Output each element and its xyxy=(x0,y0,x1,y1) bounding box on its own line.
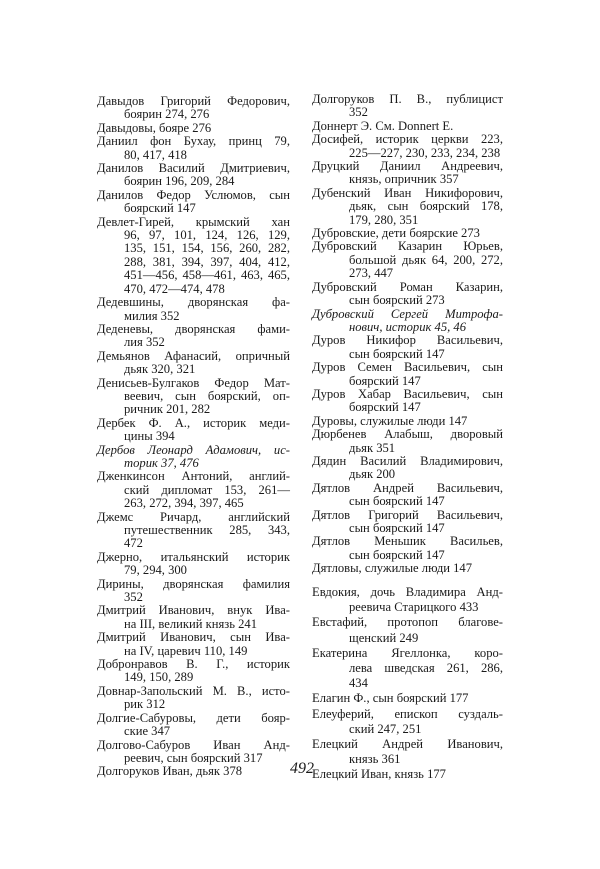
index-entry xyxy=(97,162,290,189)
index-entry-line: на IV, царевич 110, 149 xyxy=(124,643,248,658)
index-entry-line: реевич, сын боярский 317 xyxy=(124,750,263,765)
index-entry xyxy=(97,604,290,631)
index-entry xyxy=(312,737,503,767)
index-entry-line: 79, 294, 300 xyxy=(124,563,187,578)
index-entry xyxy=(312,428,503,455)
index-entry xyxy=(97,685,290,712)
index-entry xyxy=(312,308,503,335)
index-entry xyxy=(312,334,503,361)
index-entry-line: 225—227, 230, 233, 234, 238 xyxy=(349,145,501,160)
index-entry-line: ские 347 xyxy=(124,724,171,739)
index-entry xyxy=(97,712,290,739)
index-entry-line: сын боярский 147 xyxy=(349,346,445,361)
index-entry xyxy=(312,562,503,575)
index-entry-line: Друцкий Даниил Андреевич, xyxy=(312,159,503,174)
index-entry-line: сын боярский 147 xyxy=(349,521,445,535)
index-entry xyxy=(312,691,503,706)
index-entry-line: Даниил фон Бухау, принц 79, xyxy=(97,134,290,149)
index-entry-line: Дербов Леонард Адамович, ис- xyxy=(97,442,290,457)
index-entry-line: Дубровский Сергей Митрофа- xyxy=(312,306,503,321)
index-entry-line: Дубровский Роман Казарин, xyxy=(312,279,503,294)
index-entry-line: Дербек Ф. А., историк меди- xyxy=(97,415,290,430)
index-entry-line: 352 xyxy=(349,105,368,120)
index-entry-line: лия 352 xyxy=(124,335,165,350)
index-entry-line: ский дипломат 153, 261— xyxy=(124,482,290,497)
index-entry-line: Долгие-Сабуровы, дети бояр- xyxy=(97,710,290,725)
index-entry-line: Давыдов Григорий Федорович, xyxy=(97,94,290,108)
index-entry-line: 273, 447 xyxy=(349,266,394,281)
index-entry-line: Елагин Ф., сын боярский 177 xyxy=(312,691,469,706)
index-entry-line: Дюрбенев Алабыш, дворовый xyxy=(312,427,503,442)
index-entry-line: Дмитрий Иванович, сын Ива- xyxy=(97,630,290,645)
index-entry xyxy=(312,482,503,509)
index-entry xyxy=(97,739,290,766)
index-entry xyxy=(312,415,503,428)
index-entry xyxy=(97,377,290,417)
index-entry-line: Елецкий Иван, князь 177 xyxy=(312,767,446,782)
index-entry-line: Дубровский Казарин Юрьев, xyxy=(312,239,503,254)
index-entry-line: сын боярский 147 xyxy=(349,494,445,509)
index-entry-line: Джерно, итальянский историк xyxy=(97,549,290,564)
index-entry-line: Долгоруков П. В., публицист xyxy=(312,92,503,106)
index-entry-line: реевича Старицкого 433 xyxy=(349,600,479,615)
index-entry-line: Дуровы, служилые люди 147 xyxy=(312,413,468,428)
index-entry xyxy=(97,296,290,323)
index-entry-line: Екатерина Ягеллонка, коро- xyxy=(312,645,503,660)
index-entry xyxy=(97,350,290,377)
page-number: 492 xyxy=(290,760,314,777)
index-entry-line: дьяк 351 xyxy=(349,440,396,455)
index-entry xyxy=(97,417,290,444)
index-entry-line: Демьянов Афанасий, опричный xyxy=(97,348,290,363)
index-entry-line: 472 xyxy=(124,536,143,551)
index-column-right-d xyxy=(312,93,503,576)
index-entry-line: Дубенский Иван Никифорович, xyxy=(312,185,503,200)
index-entry xyxy=(312,455,503,482)
index-entry-line: щенский 249 xyxy=(349,630,419,645)
index-entry xyxy=(312,707,503,737)
index-entry xyxy=(312,187,503,227)
index-entry-line: Дедевшины, дворянская фа- xyxy=(97,295,290,310)
index-entry-line: Елеуферий, епископ суздаль- xyxy=(312,706,503,721)
index-entry xyxy=(312,585,503,615)
index-entry-line: 352 xyxy=(124,590,143,605)
index-entry xyxy=(97,95,290,122)
index-entry-line: цины 394 xyxy=(124,429,175,444)
index-entry-line: Долгово-Сабуров Иван Анд- xyxy=(97,737,290,752)
index-entry-line: 149, 150, 289 xyxy=(124,670,194,685)
index-entry xyxy=(312,361,503,388)
index-entry-line: рик 312 xyxy=(124,697,166,712)
index-entry-line: Дятлов Андрей Васильевич, xyxy=(312,480,503,495)
index-entry xyxy=(312,120,503,133)
index-entry xyxy=(312,388,503,415)
index-entry-line: князь 361 xyxy=(349,752,401,767)
index-entry-line: Дятлов Григорий Васильевич, xyxy=(312,507,503,522)
index-entry-line: Джемс Ричард, английский xyxy=(97,509,290,524)
index-entry-line: 179, 280, 351 xyxy=(349,212,419,227)
index-entry-line: князь, опричник 357 xyxy=(349,172,459,187)
index-entry-line: сын боярский 273 xyxy=(349,293,445,308)
index-entry-line: Добронравов В. Г., историк xyxy=(97,657,290,672)
index-entry-line: Данилов Василий Дмитриевич, xyxy=(97,161,290,176)
index-entry-line: дьяк 200 xyxy=(349,467,396,482)
index-entry xyxy=(312,281,503,308)
index-entry-line: Дуров Семен Васильевич, сын xyxy=(312,360,503,375)
index-entry-line: нович, историк 45, 46 xyxy=(349,319,467,334)
index-entry-line: Деденевы, дворянская фами- xyxy=(97,321,290,336)
index-entry xyxy=(97,511,290,551)
index-entry-line: боярский 147 xyxy=(124,201,196,216)
index-entry-line: Дядин Василий Владимирович, xyxy=(312,453,503,468)
index-column-left xyxy=(97,95,290,779)
index-entry xyxy=(312,93,503,120)
index-entry-line: 135, 151, 154, 156, 260, 282, xyxy=(124,241,290,256)
index-entry-line: 451—456, 458—461, 463, 465, xyxy=(124,268,290,283)
index-entry-line: большой дьяк 64, 200, 272, xyxy=(349,252,503,267)
index-entry-line: Евдокия, дочь Владимира Анд- xyxy=(312,585,503,599)
index-entry-line: ский 247, 251 xyxy=(349,721,422,736)
index-entry xyxy=(97,658,290,685)
index-entry-line: Данилов Федор Услюмов, сын xyxy=(97,187,290,202)
index-entry-line: Дирины, дворянская фамилия xyxy=(97,576,290,591)
index-entry-line: Девлет-Гирей, крымский хан xyxy=(97,214,290,229)
index-entry-line: Довнар-Запольский М. В., исто- xyxy=(97,683,290,698)
index-entry xyxy=(312,646,503,692)
index-entry xyxy=(97,135,290,162)
index-entry-line: Давыдовы, бояре 276 xyxy=(97,120,212,135)
index-entry-line: 470, 472—474, 478 xyxy=(124,281,225,296)
index-entry-line: Дуров Хабар Васильевич, сын xyxy=(312,386,503,401)
index-entry-line: 434 xyxy=(349,676,368,691)
index-entry-line: дьяк 320, 321 xyxy=(124,362,196,377)
index-entry-line: 80, 417, 418 xyxy=(124,147,187,162)
index-entry-line: милия 352 xyxy=(124,308,180,323)
index-entry-line: 288, 381, 394, 397, 404, 412, xyxy=(124,254,290,269)
index-entry xyxy=(312,160,503,187)
index-entry xyxy=(97,578,290,605)
index-entry xyxy=(97,122,290,135)
index-entry-line: Дуров Никифор Васильевич, xyxy=(312,333,503,348)
index-entry-line: торик 37, 476 xyxy=(124,455,199,470)
index-entry xyxy=(97,189,290,216)
index-entry xyxy=(312,240,503,280)
index-entry-line: Евстафий, протопоп благове- xyxy=(312,615,503,630)
index-entry xyxy=(312,509,503,536)
index-entry-line: 96, 97, 101, 124, 126, 129, xyxy=(124,228,290,243)
index-entry xyxy=(97,551,290,578)
index-entry xyxy=(312,535,503,562)
index-entry-line: Доннерт Э. См. Donnert E. xyxy=(312,118,454,133)
index-entry xyxy=(312,767,503,782)
index-entry-line: Елецкий Андрей Иванович, xyxy=(312,737,503,752)
index-entry-line: 263, 272, 394, 397, 465 xyxy=(124,496,244,511)
index-entry-line: дьяк, сын боярский 178, xyxy=(349,199,503,214)
index-entry xyxy=(97,323,290,350)
index-entry-line: боярин 196, 209, 284 xyxy=(124,174,235,189)
index-entry-line: Дубровские, дети боярские 273 xyxy=(312,226,480,241)
index-entry xyxy=(97,444,290,471)
index-entry-line: боярский 147 xyxy=(349,400,421,415)
index-entry-line: боярин 274, 276 xyxy=(124,107,210,122)
index-entry-line: ричник 201, 282 xyxy=(124,402,211,417)
index-entry xyxy=(312,615,503,645)
index-entry-line: веевич, сын боярский, оп- xyxy=(124,388,290,403)
index-entry xyxy=(97,631,290,658)
index-entry-line: Дженкинсон Антоний, англий- xyxy=(97,469,290,484)
index-entry-line: сын боярский 147 xyxy=(349,547,445,562)
index-entry xyxy=(312,133,503,160)
index-entry xyxy=(312,227,503,240)
index-entry-line: Долгоруков Иван, дьяк 378 xyxy=(97,764,243,779)
index-entry xyxy=(97,765,290,778)
index-entry xyxy=(97,216,290,296)
index-entry-line: на III, великий князь 241 xyxy=(124,616,257,631)
index-entry-line: Досифей, историк церкви 223, xyxy=(312,132,503,147)
index-entry-line: Дятлов Меньшик Васильев, xyxy=(312,534,503,549)
index-entry-line: Денисьев-Булгаков Федор Мат- xyxy=(97,375,290,390)
index-entry xyxy=(97,470,290,510)
index-entry-line: Дятловы, служилые люди 147 xyxy=(312,561,473,576)
index-entry-line: путешественник 285, 343, xyxy=(124,523,290,537)
index-column-right-e xyxy=(312,585,503,783)
index-entry-line: лева шведская 261, 286, xyxy=(349,661,503,676)
index-entry-line: боярский 147 xyxy=(349,373,421,388)
index-entry-line: Дмитрий Иванович, внук Ива- xyxy=(97,603,290,618)
